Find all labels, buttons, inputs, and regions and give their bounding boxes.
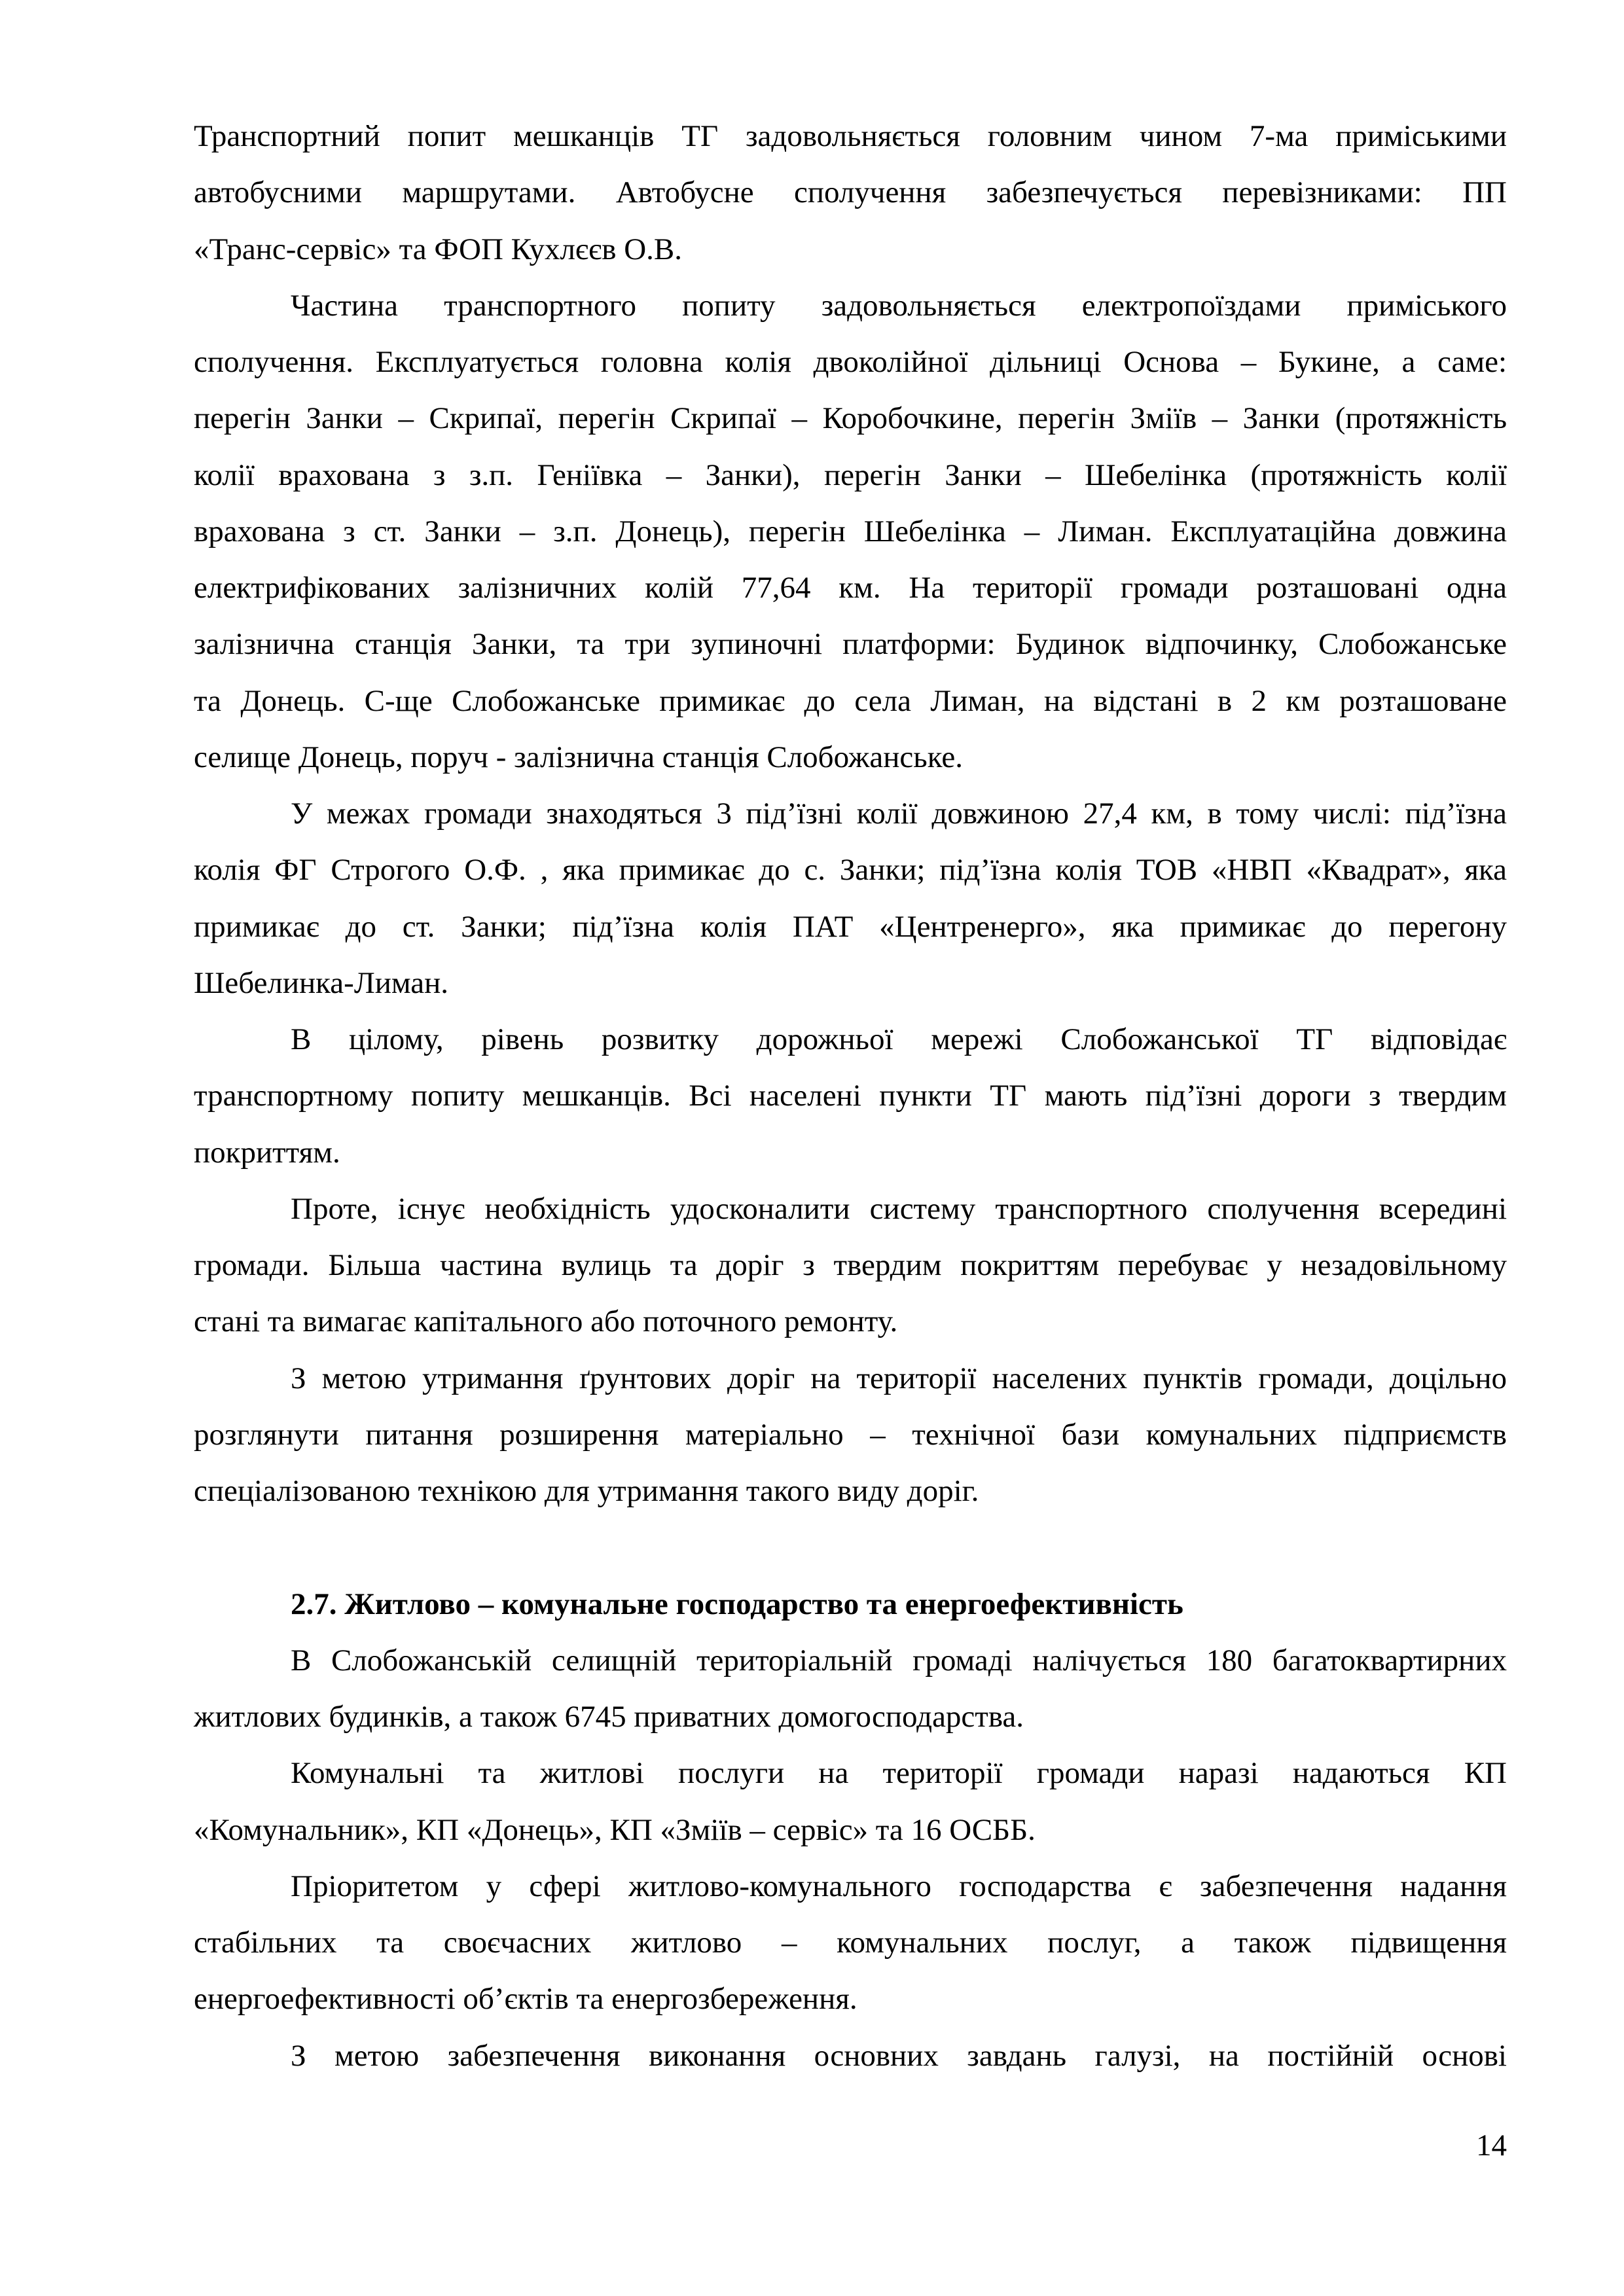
text-line: В цілому, рівень розвитку дорожньої мережі Слобожанської ТГ відповідає (291, 1022, 1507, 1056)
text-line: «Комунальник», КП «Донець», КП «Зміїв – сервіс» та 16 ОСББ. (194, 1812, 1036, 1847)
paragraph-main-tasks (194, 2028, 1507, 2084)
text-line: енергоефективності об’єктів та енергозбереження. (194, 1982, 857, 2017)
text-line: примикає до ст. Занки; під’їзна колія ПАТ «Центренерго», яка примикає до перегону (194, 909, 1507, 944)
paragraph-dirt-roads (194, 1350, 1507, 1520)
text-line: та Донець. С-ще Слобожанське примикає до села Лиман, на відстані в 2 км розташоване (194, 683, 1507, 718)
paragraph-bus-routes (194, 108, 1507, 278)
text-line: житлових будинків, а також 6745 приватних домогосподарства. (194, 1700, 1024, 1734)
text-line: покриттям. (194, 1135, 340, 1170)
page-number: 14 (1476, 2128, 1507, 2162)
paragraph-utility-providers (194, 1745, 1507, 1858)
text-line: Пріоритетом у сфері житлово-комунального господарства є забезпечення надання (291, 1869, 1507, 1903)
text-line: Проте, існує необхідність удосконалити систему транспортного сполучення всередині (291, 1191, 1507, 1226)
text-line: стабільних та своєчасних житлово – комунальних послуг, а також підвищення (194, 1926, 1507, 1960)
text-line: колія ФГ Строгого О.Ф. , яка примикає до с. Занки; під’їзна колія ТОВ «НВП «Квадрат», яка (194, 853, 1507, 888)
text-line: З метою утримання ґрунтових доріг на території населених пунктів громади, доцільно (291, 1361, 1507, 1395)
text-line: громади. Більша частина вулиць та доріг з твердим покриттям перебуває у незадовільному (194, 1248, 1507, 1282)
text-line: перегін Занки – Скрипаї, перегін Скрипаї – Коробочкине, перегін Зміїв – Занки (протяжність (194, 401, 1507, 436)
text-line: З метою забезпечення виконання основних завдань галузі, на постійній основі (291, 2038, 1507, 2073)
paragraph-access-tracks (194, 785, 1507, 1011)
text-line: «Транс-сервіс» та ФОП Кухлєєв О.В. (194, 232, 683, 266)
text-line: Частина транспортного попиту задовольняється електропоїздами приміського (291, 288, 1507, 323)
paragraph-housing-stock (194, 1632, 1507, 1746)
paragraph-improvement-need (194, 1181, 1507, 1350)
text-line: Комунальні та житлові послуги на території громади наразі надаються КП (291, 1756, 1507, 1791)
paragraph-road-network (194, 1011, 1507, 1181)
text-line: транспортному попиту мешканців. Всі населені пункти ТГ мають під’їзні дороги з твердим (194, 1079, 1507, 1113)
section-heading: 2.7. Житлово – комунальне господарство та енергоефективність (291, 1587, 1183, 1621)
text-line: Транспортний попит мешканців ТГ задовольняється головним чином 7-ма приміськими (194, 119, 1507, 153)
document-body (194, 108, 1507, 2084)
paragraph-priorities (194, 1858, 1507, 2028)
text-line: автобусними маршрутами. Автобусне сполучення забезпечується перевізниками: ПП (194, 175, 1507, 210)
text-line: селище Донець, поруч - залізнична станція Слобожанське. (194, 740, 963, 774)
text-line: стані та вимагає капітального або поточного ремонту. (194, 1304, 898, 1339)
blank-line (194, 1519, 1507, 1575)
text-line: сполучення. Експлуатується головна колія двоколійної дільниці Основа – Букине, а саме: (194, 345, 1507, 379)
text-line: колії врахована з з.п. Геніївка – Занки), перегін Занки – Шебелінка (протяжність колії (194, 457, 1507, 492)
text-line: У межах громади знаходяться 3 під’їзні колії довжиною 27,4 км, в тому числі: під’їзна (291, 797, 1507, 831)
paragraph-suburban-trains (194, 278, 1507, 785)
text-line: спеціалізованою технікою для утримання такого виду доріг. (194, 1474, 979, 1508)
text-line: залізнична станція Занки, та три зупиночні платформи: Будинок відпочинку, Слобожанське (194, 627, 1507, 662)
text-line: Шебелинка-Лиман. (194, 965, 449, 1000)
text-line: В Слобожанській селищній територіальній громаді налічується 180 багатоквартирних (291, 1643, 1507, 1677)
text-line: електрифікованих залізничних колій 77,64 км. На території громади розташовані одна (194, 571, 1507, 605)
text-line: врахована з ст. Занки – з.п. Донець), перегін Шебелінка – Лиман. Експлуатаційна довжина (194, 514, 1507, 548)
text-line: розглянути питання розширення матеріально – технічної бази комунальних підприємств (194, 1417, 1507, 1452)
